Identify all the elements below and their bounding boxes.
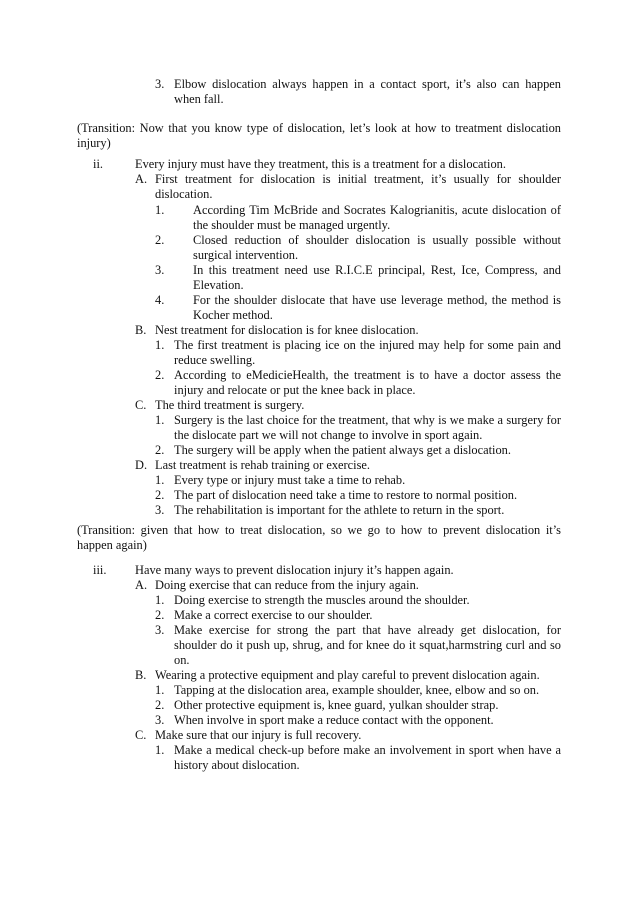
- list-item-text: The part of dislocation need take a time to restore to normal position.: [174, 488, 518, 502]
- subsection-marker: D.: [135, 458, 148, 472]
- list-marker: 1.: [155, 473, 165, 487]
- subsection-marker: B.: [135, 668, 147, 682]
- list-marker: 3.: [155, 623, 165, 637]
- subsection-text: Doing exercise that can reduce from the injury again.: [155, 578, 419, 592]
- list-marker: 1.: [155, 683, 165, 697]
- subsection-text: Make sure that our injury is full recovery.: [155, 728, 362, 742]
- list-marker: 2.: [155, 608, 165, 622]
- subsection-text: First treatment for dislocation is initial treatment, it’s usually for shoulder dislocation.: [155, 172, 561, 202]
- subsection-marker: C.: [135, 398, 147, 412]
- list-item-text: The first treatment is placing ice on the injured may help for some pain and reduce swelling.: [174, 338, 561, 368]
- list-item-text: Elbow dislocation always happen in a contact sport, it’s also can happen when fall.: [174, 77, 561, 107]
- section-intro: Have many ways to prevent dislocation injury it’s happen again.: [135, 563, 454, 577]
- list-item-text: Other protective equipment is, knee guard, yulkan shoulder strap.: [174, 698, 499, 712]
- list-item-text: Make exercise for strong the part that have already get dislocation, for shoulder do it push up, shrug, and for knee do it squat,harmstring curl and so on.: [174, 623, 561, 668]
- list-item-text: In this treatment need use R.I.C.E principal, Rest, Ice, Compress, and Elevation.: [193, 263, 561, 293]
- list-marker: 2.: [155, 443, 165, 457]
- subsection-text: The third treatment is surgery.: [155, 398, 305, 412]
- list-marker: 1.: [155, 593, 165, 607]
- list-marker: 3.: [155, 713, 165, 727]
- list-marker: 1.: [155, 338, 165, 352]
- list-marker: 2.: [155, 233, 165, 247]
- subsection-text: Last treatment is rehab training or exercise.: [155, 458, 371, 472]
- list-item-text: Surgery is the last choice for the treatment, that why is we make a surgery for the dislocate part we will not change to involve in sport again.: [174, 413, 561, 443]
- list-marker: 1.: [155, 203, 165, 217]
- list-item-text: According to eMedicieHealth, the treatment is to have a doctor assess the injury and relocate or put the knee back in place.: [174, 368, 561, 398]
- list-item-text: For the shoulder dislocate that have use leverage method, the method is Kocher method.: [193, 293, 561, 323]
- list-marker: 4.: [155, 293, 165, 307]
- list-marker: 1.: [155, 413, 165, 427]
- subsection-text: Wearing a protective equipment and play careful to prevent dislocation again.: [155, 668, 540, 682]
- list-item-text: Every type or injury must take a time to rehab.: [174, 473, 406, 487]
- list-item-text: Doing exercise to strength the muscles around the shoulder.: [174, 593, 470, 607]
- list-item-text: Closed reduction of shoulder dislocation is usually possible without surgical intervention.: [193, 233, 561, 263]
- section-numeral: iii.: [93, 563, 107, 577]
- list-marker: 2.: [155, 488, 165, 502]
- list-item-text: Tapping at the dislocation area, example shoulder, knee, elbow and so on.: [174, 683, 540, 697]
- list-marker: 3.: [155, 263, 165, 277]
- list-item-text: Make a medical check-up before make an involvement in sport when have a history about dislocation.: [174, 743, 561, 773]
- subsection-marker: B.: [135, 323, 147, 337]
- list-item-text: According Tim McBride and Socrates Kalogrianitis, acute dislocation of the shoulder must be managed urgently.: [193, 203, 561, 233]
- subsection-marker: A.: [135, 578, 148, 592]
- list-marker: 3.: [155, 503, 165, 517]
- transition-text: (Transition: Now that you know type of dislocation, let’s look at how to treatment dislocation injury): [77, 121, 561, 151]
- list-item-text: Make a correct exercise to our shoulder.: [174, 608, 373, 622]
- list-item-text: The surgery will be apply when the patient always get a dislocation.: [174, 443, 511, 457]
- subsection-marker: C.: [135, 728, 147, 742]
- list-item-text: When involve in sport make a reduce contact with the opponent.: [174, 713, 494, 727]
- list-marker: 2.: [155, 368, 165, 382]
- list-marker: 1.: [155, 743, 165, 757]
- subsection-marker: A.: [135, 172, 148, 186]
- list-marker: 3.: [155, 77, 165, 91]
- list-marker: 2.: [155, 698, 165, 712]
- transition-text: (Transition: given that how to treat dislocation, so we go to how to prevent dislocation it’s happen again): [77, 523, 561, 553]
- section-intro: Every injury must have they treatment, this is a treatment for a dislocation.: [135, 157, 506, 171]
- list-item-text: The rehabilitation is important for the athlete to return in the sport.: [174, 503, 505, 517]
- section-numeral: ii.: [93, 157, 103, 171]
- subsection-text: Nest treatment for dislocation is for knee dislocation.: [155, 323, 419, 337]
